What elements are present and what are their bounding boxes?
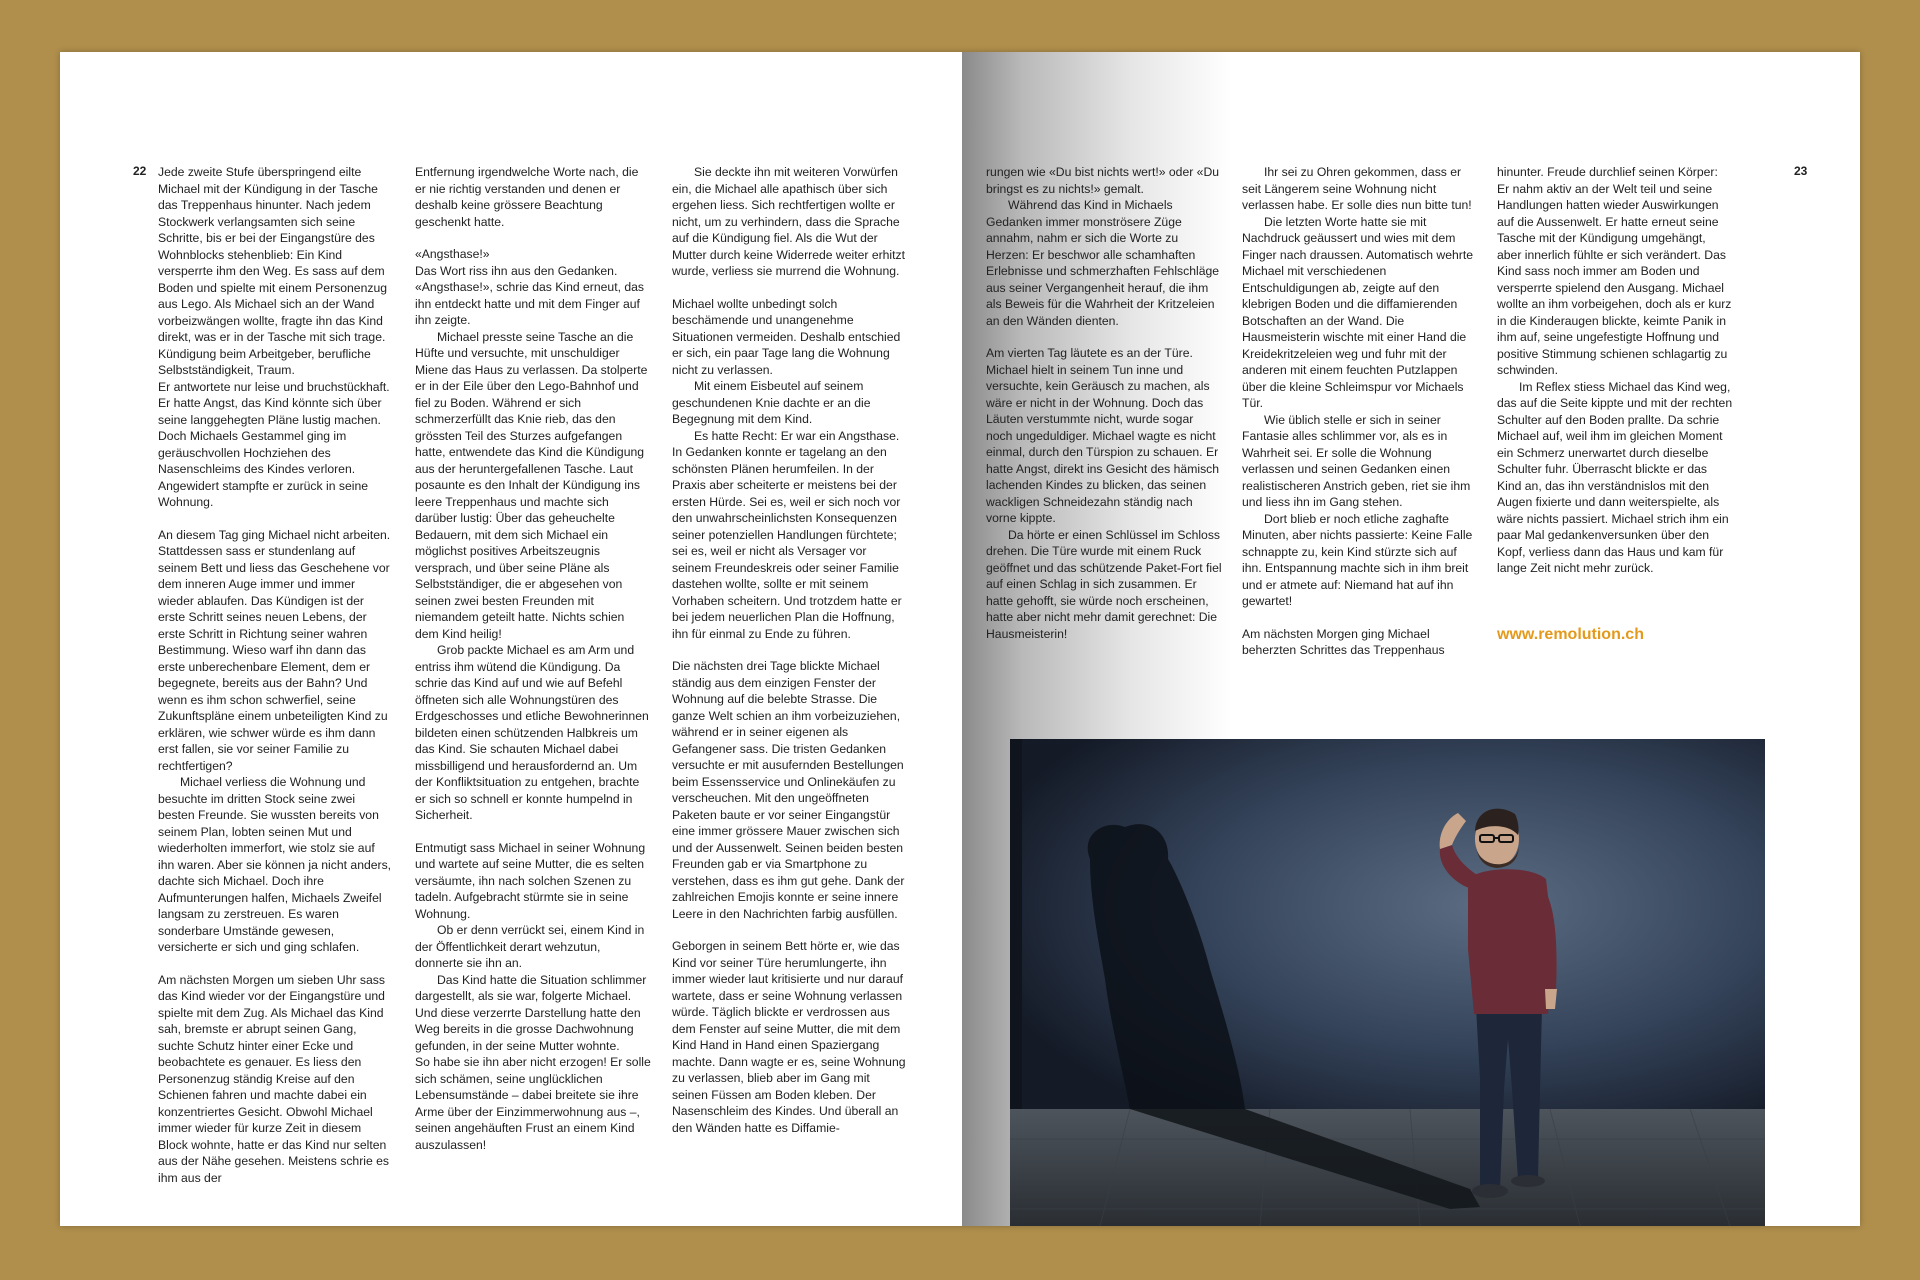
text-column <box>1242 164 1478 659</box>
paragraph: An diesem Tag ging Michael nicht arbeiten. Stattdessen sass er stundenlang auf seinem Bett und liess das Geschehene vor dem inneren Auge immer und immer wieder ablaufen. Das Kündigen ist der erste Schritt seines neuen Lebens, der erste Schritt in Richtung seiner wahren Bestimmung. Wieso warf ihn dann das erste unberechenbare Element, dem er begegnete, bereits aus der Bahn? Und wenn es ihm schon schwerfiel, seine Zukunftspläne einem unbeteiligten Kind zu erklären, wie schwer würde es ihm dann erst fallen, sie vor seiner Familie zu rechtfertigen? <box>158 527 391 773</box>
paragraph: Am nächsten Morgen ging Michael beherzten Schrittes das Treppenhaus <box>1242 626 1445 657</box>
paragraph: rungen wie «Du bist nichts wert!» oder «Du bringst es zu nichts!» gemalt. <box>986 165 1220 196</box>
page-number-left: 22 <box>133 164 147 178</box>
paragraph: Michael verliess die Wohnung und besuchte im dritten Stock seine zwei besten Freunde. Sie wussten bereits von seinem Plan, lobten seinen Mut und wiederholten immerfort, wie stolz sie auf ihn waren. Aber sie können ja nicht anders, dachte sich Michael. Doch ihre Aufmunterungen halfen, Michaels Zweifel langsam zu zerstreuen. Es waren sonderbare Umstände gewesen, versicherte er sich und ging schlafen. <box>158 775 392 954</box>
paragraph: Michael wollte unbedingt solch beschämende und unangenehme Situationen vermeiden. Deshalb entschied er sich, ein paar Tage lang die Wohnung nicht zu verlassen. <box>672 296 901 377</box>
paragraph: Das Wort riss ihn aus den Gedanken. «Angsthase!», schrie das Kind erneut, das ihn entdeckt hatte und mit dem Finger auf ihn zeigte. <box>415 263 644 327</box>
magazine-spread <box>60 52 1860 1226</box>
paragraph: Es hatte Recht: Er war ein Angsthase. In Gedanken konnte er tagelang an den schönsten Plänen herumfeilen. In der Praxis aber scheiterte er meistens bei der ersten Hürde. Sei es, weil er sich noch vor den unwahrscheinlichsten Konsequenzen seiner potenziellen Handlungen fürchtete; sei es, weil er nicht als Versager vor seinem Freundeskreis oder seiner Familie dastehen wollte, sollte er mit seinem Vorhaben scheitern. Und trotzdem hatte er bei jedem neuerlichen Plan die Hoffnung, ihn für einmal zu Ende zu führen. <box>672 428 902 641</box>
paragraph: Die letzten Worte hatte sie mit Nachdruck geäussert und wies mit dem Finger nach draussen. Automatisch wehrte Michael mit verschiedenen Entschuldigungen ab, zeigte auf den klebrigen Boden und die diffamierenden Botschaften an der Wand. Die Hausmeisterin wischte mit einer Hand die Kreidekritzeleien weg und fuhr mit der anderen mit einem feuchten Putzlappen über die kleine Schleimspur vor Michaels Tür. <box>1242 214 1474 410</box>
paragraph: Während das Kind in Michaels Gedanken immer monströsere Züge annahm, nahm er sich die Worte zu Herzen: Er beschwor alle schamhaften Erlebnisse und schmerzhaften Fehlschläge aus seiner Vergangenheit herauf, die ihm als Beweis für die Wahrheit der Kritzeleien an den Wänden dienten. <box>986 198 1220 328</box>
paragraph: Am vierten Tag läutete es an der Türe. Michael hielt in seinem Tun inne und versuchte, kein Geräusch zu machen, als wäre er nicht in der Wohnung. Doch das Läuten verstummte nicht, wurde sogar noch ungeduldiger. Michael wagte es nicht einmal, durch den Türspion zu schauen. Er hatte Angst, direkt ins Gesicht des hämisch lachenden Kindes zu blicken, das seinen wackligen Schneidezahn ständig nach vorne kippte. <box>986 346 1220 525</box>
paragraph: Das Kind hatte die Situation schlimmer dargestellt, als sie war, folgerte Michael. Und diese verzerrte Darstellung hatte den Weg bereits in die grosse Dachwohnung gefunden, in der seine Mutter wohnte. <box>415 972 647 1053</box>
text-column <box>415 164 651 1153</box>
paragraph: Da hörte er einen Schlüssel im Schloss drehen. Die Türe wurde mit einem Ruck geöffnet und das schützende Paket-Fort fiel auf einen Schlag in sich zusammen. Er hatte gehofft, sie würde noch erscheinen, hatte aber nicht mehr damit gerechnet: Die Hausmeisterin! <box>986 527 1222 641</box>
paragraph: Am nächsten Morgen um sieben Uhr sass das Kind wieder vor der Eingangstüre und spielte mit dem Zug. Als Michael das Kind sah, bremste er abrupt seinen Gang, suchte Schutz hinter einer Ecke und beobachtete es genauer. Es liess den Personenzug ständig Kreise auf den Schienen fahren und machte dabei ein konzentriertes Gesicht. Obwohl Michael immer wieder für kurze Zeit in diesem Block wohnte, hatte er das Kind nur selten aus der Nähe gesehen. Meistens schrie es ihm aus der <box>158 972 390 1185</box>
website-link[interactable]: www.remolution.ch <box>1497 626 1644 643</box>
text-column <box>158 164 394 1186</box>
paragraph: Sie deckte ihn mit weiteren Vorwürfen ein, die Michael alle apathisch über sich ergehen liess. Sich rechtfertigen wollte er nicht, um zu verhindern, dass die Sprache auf die Kündigung fiel. Als die Wut der Mutter durch keine Widerrede weiter erhitzt wurde, verliess sie murrend die Wohnung. <box>672 165 906 278</box>
paragraph: hinunter. Freude durchlief seinen Körper: Er nahm aktiv an der Welt teil und seine Handlungen hatten wieder Auswirkungen auf die Aussenwelt. Er hatte erneut seine Tasche mit der Kündigung umgehängt, aber innerlich fühlte er sich verändert. Das Kind sass noch immer am Boden und versperrte spielend den Ausgang. Michael wollte an ihm vorbeigehen, doch als er kurz in die Kinderaugen blickte, keimte Panik in ihm auf, seine ungefestigte Hoffnung und positive Stimmung schienen schlagartig zu schwinden. <box>1497 165 1732 377</box>
paragraph: Michael presste seine Tasche an die Hüfte und versuchte, mit unschuldiger Miene das Haus zu verlassen. Da stolperte er in der Eile über den Lego-Bahnhof und fiel zu Boden. Während er sich schmerzerfüllt das Knie rieb, das den grössten Teil des Sturzes aufgefangen hatte, entwendete das Kind die Kündigung aus der heruntergefallenen Tasche. Laut posaunte es den Inhalt der Kündigung ins leere Treppenhaus und machte sich darüber lustig: Über das geheuchelte Bedauern, mit dem sich Michael ein möglichst positives Arbeitszeugnis versprach, und über seine Pläne als Selbstständiger, die er abgesehen von seinen zwei besten Freunden mit niemandem geteilt hatte. Nichts schien dem Kind heilig! <box>415 329 648 641</box>
paragraph: Er antwortete nur leise und bruchstückhaft. Er hatte Angst, das Kind könnte sich über seine langgehegten Pläne lustig machen. Doch Michaels Gestammel ging im geräuschvollen Hochziehen des Nasenschleims des Kindes verloren. Angewidert stampfte er zurück in seine Wohnung. <box>158 379 390 509</box>
text-column <box>1497 164 1733 577</box>
paragraph: So habe sie ihn aber nicht erzogen! Er solle sich schämen, seine unglücklichen Lebensumstände – dabei breitete sie ihre Arme über der Einzimmerwohnung aus –, seinen angehäuften Frust an einem Kind auszulassen! <box>415 1055 651 1152</box>
paragraph: Im Reflex stiess Michael das Kind weg, das auf die Seite kippte und mit der rechten Schulter auf den Boden prallte. Da schrie Michael auf, weil ihm im gleichen Moment ein Schmerz unerwartet durch dieselbe Schulter fuhr. Überrascht blickte er das Kind an, das ihn verständnislos mit den Augen fixierte und dann weiterspielte, als wäre nichts passiert. Michael strich ihm ein paar Mal gedankenversunken über den Kopf, verliess dann das Haus und kam für lange Zeit nicht mehr zurück. <box>1497 379 1733 575</box>
paragraph: «Angsthase!» <box>415 247 490 261</box>
text-column <box>672 164 908 1136</box>
paragraph: Geborgen in seinem Bett hörte er, wie das Kind vor seiner Türe herumlungerte, ihn immer wieder laut kritisierte und nur darauf wartete, dass er seine Wohnung verlassen würde. Täglich blickte er verdrossen aus dem Fenster auf seine Mutter, die mit dem Kind Hand in Hand einen Spaziergang machte. Dann wagte er es, seine Wohnung zu verlassen, blieb aber im Gang mit seinen Füssen am Boden kleben. Der Nasenschleim des Kindes. Und überall an den Wänden hatte es Diffamie- <box>672 939 906 1135</box>
portrait-photo <box>1010 739 1765 1226</box>
paragraph: Ob er denn verrückt sei, einem Kind in der Öffentlichkeit derart wehzutun, donnerte sie ihn an. <box>415 923 645 970</box>
paragraph: Die nächsten drei Tage blickte Michael ständig aus dem einzigen Fenster der Wohnung auf die belebte Strasse. Die ganze Welt schien an ihm vorbeizuziehen, während er in seiner eigenen als Gefangener sass. Die tristen Gedanken versuchte er mit ausufernden Bestellungen beim Essensservice und Onlinekäufen zu verscheuchen. Mit den ungeöffneten Paketen baute er vor seiner Eingangstür eine immer grössere Mauer zwischen sich und der Aussenwelt. Seinen beiden besten Freunden gab er via Smartphone zu verstehen, dass es ihm gut gehe. Dank der zahlreichen Emojis konnte er seine innere Leere in den Nachrichten farbig ausfüllen. <box>672 659 905 921</box>
text-column <box>986 164 1222 642</box>
right-page <box>962 52 1860 1226</box>
paragraph: Ihr sei zu Ohren gekommen, dass er seit Längerem seine Wohnung nicht verlassen habe. Er solle dies nun bitte tun! <box>1242 165 1472 212</box>
paragraph: Mit einem Eisbeutel auf seinem geschundenen Knie dachte er an die Begegnung mit dem Kind. <box>672 379 871 426</box>
paragraph: Dort blieb er noch etliche zaghafte Minuten, aber nichts passierte: Keine Falle schnappte zu, kein Kind stürzte sich auf ihn. Entspannung machte sich in ihm breit und er atmete auf: Niemand hat auf ihn gewartet! <box>1242 511 1473 608</box>
photo-illustration <box>1010 739 1765 1226</box>
paragraph: Grob packte Michael es am Arm und entriss ihm wütend die Kündigung. Da schrie das Kind auf und wie auf Befehl öffneten sich alle Wohnungstüren des Erdgeschosses und etliche Bewohnerinnen bildeten einen schützenden Halbkreis um das Kind. Sie schauten Michael dabei missbilligend und herausfordernd an. Um der Konfliktsituation zu entgehen, brachte er sich so schnell er konnte humpelnd in Sicherheit. <box>415 643 649 822</box>
paragraph: Wie üblich stelle er sich in seiner Fantasie alles schlimmer vor, als es in Wahrheit sei. Er solle die Wohnung verlassen und seinen Gedanken einen realistischeren Anstrich geben, riet sie ihm und liess ihn im Gang stehen. <box>1242 412 1471 509</box>
page-number-right: 23 <box>1794 164 1808 178</box>
paragraph: Entfernung irgendwelche Worte nach, die er nie richtig verstanden und denen er deshalb keine grössere Beachtung geschenkt hatte. <box>415 165 639 229</box>
paragraph: Jede zweite Stufe überspringend eilte Michael mit der Kündigung in der Tasche das Treppenhaus hinunter. Nach jedem Stockwerk verlangsamten sich seine Schritte, bis er bei der Eingangstüre des Wohnblocks stehenblieb: Ein Kind versperrte ihm den Weg. Es sass auf dem Boden und spielte mit einem Personenzug aus Lego. Als Michael sich an der Wand vorbeizwängen wollte, fragte ihn das Kind direkt, was er in der Tasche mit sich trage. Kündigung beim Arbeitgeber, berufliche Selbstständigkeit, Traum. <box>158 165 387 377</box>
paragraph: Entmutigt sass Michael in seiner Wohnung und wartete auf seine Mutter, die es selten versäumte, ihn nach solchen Szenen zu tadeln. Aufgebracht stürmte sie in seine Wohnung. <box>415 840 646 921</box>
left-page <box>60 52 962 1226</box>
